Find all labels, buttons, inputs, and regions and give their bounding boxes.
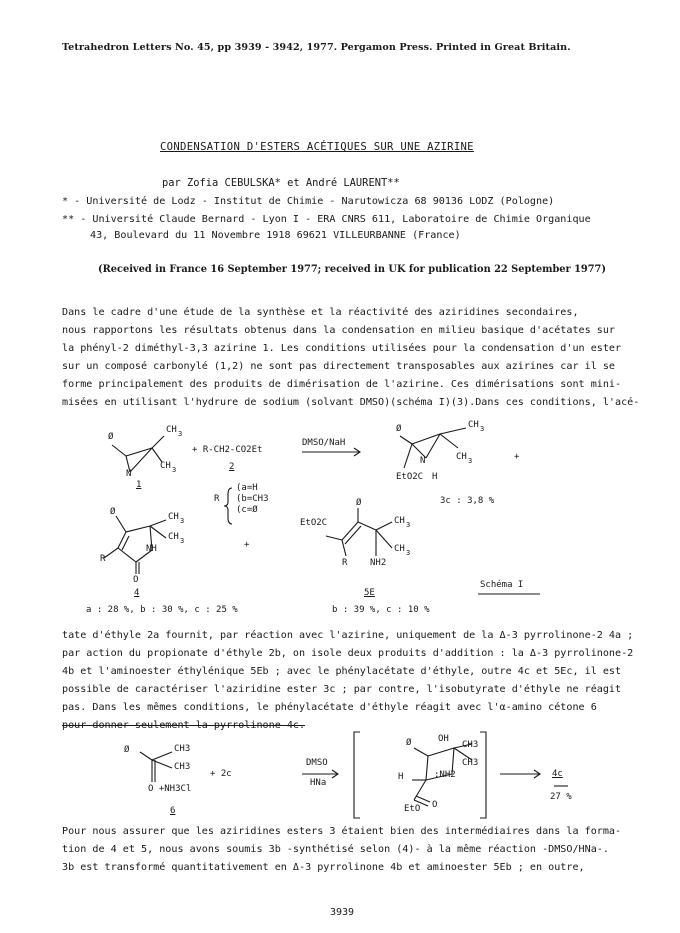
body-line: pas. Dans les mêmes conditions, le phénylacétate d'éthyle réagit avec l'α-amino cétone 6 — [62, 702, 597, 713]
plus-sign: + — [244, 540, 250, 550]
phenyl-label: Ø — [356, 498, 362, 508]
amine-label: :NH2 — [434, 770, 456, 780]
compound-4-label: 4 — [134, 588, 140, 598]
methyl-label: CH3 — [462, 758, 479, 768]
body-line: misées en utilisant l'hydrure de sodium (solvant DMSO)(schéma I)(3).Dans ces conditions, l'acé- — [62, 397, 640, 408]
brace-a: (a=H — [236, 483, 258, 493]
subscript: 3 — [406, 521, 411, 529]
body-line: nous rapportons les résultats obtenus dans la condensation en milieu basique d'acétates sur — [62, 325, 616, 336]
body-line: 3b est transformé quantitativement en Δ-3 pyrrolinone 4b et aminoester 5Eb ; en outre, — [62, 862, 585, 873]
subscript: 3 — [178, 430, 183, 438]
subscript: 3 — [172, 466, 177, 474]
methyl-label: CH3 — [462, 740, 479, 750]
subscript: 3 — [180, 537, 185, 545]
conditions-dmso: DMSO — [306, 758, 328, 768]
ester-group: EtO2C — [396, 472, 424, 482]
body-line: pour donner seulement la pyrrolinone 4c. — [62, 720, 306, 731]
body-line: tion de 4 et 5, nous avons soumis 3b -synthétisé selon (4)- à la même réaction -DMSO/HNa-. — [62, 844, 609, 855]
journal-header: Tetrahedron Letters No. 45, pp 3939 - 3942, 1977. Pergamon Press. Printed in Great Britain. — [62, 42, 571, 53]
phenyl-label: Ø — [124, 745, 130, 755]
phenyl-label: Ø — [108, 432, 114, 442]
compound-5-label: 5E — [364, 588, 375, 598]
methyl-label: CH — [168, 512, 179, 522]
brace-b: (b=CH3 — [236, 494, 269, 504]
oxygen-label: O — [133, 575, 139, 585]
amine-label: NH2 — [370, 558, 387, 568]
r-label: R — [100, 554, 106, 564]
ester-reagent: + R-CH2-CO2Et — [192, 445, 263, 455]
methyl-label: CH3 — [174, 762, 191, 772]
phenyl-label: Ø — [406, 738, 412, 748]
hydrogen-label: H — [432, 472, 438, 482]
compound-1-label: 1 — [136, 480, 142, 490]
body-line: tate d'éthyle 2a fournit, par réaction avec l'azirine, uniquement de la Δ-3 pyrrolinone-2 4a ; — [62, 630, 634, 641]
nh-label: NH — [146, 544, 157, 554]
yield-4c: 27 % — [550, 792, 572, 802]
methyl-label: CH3 — [174, 744, 191, 754]
compound-6-label: 6 — [170, 806, 176, 816]
methyl-label: CH — [394, 544, 405, 554]
body-line: possible de caractériser l'aziridine ester 3c ; par contre, l'isobutyrate d'éthyle ne réagit — [62, 684, 622, 695]
conditions-dmso-nah: DMSO/NaH — [302, 438, 346, 448]
scheme-label: Schéma I — [480, 580, 524, 590]
product-4c: 4c — [552, 769, 563, 779]
body-line: forme principalement des produits de dimérisation de l'azirine. Ces dimérisations sont mini- — [62, 379, 622, 390]
brace-r: R — [214, 494, 220, 504]
yields-compound-4: a : 28 %, b : 30 %, c : 25 % — [86, 605, 238, 615]
hydrogen-label: H — [398, 772, 404, 782]
body-line: sur un composé carbonylé (1,2) ne sont pas directement transposables aux azirines car il se — [62, 361, 616, 372]
brace-c: (c=Ø — [236, 505, 258, 515]
ethoxy-label: EtO — [404, 804, 421, 814]
methyl-label: CH — [468, 420, 479, 430]
methyl-label: CH — [168, 532, 179, 542]
affiliation-address: 43, Boulevard du 11 Novembre 1918 69621 VILLEURBANNE (France) — [90, 230, 461, 241]
authors: par Zofia CEBULSKA* et André LAURENT** — [162, 177, 400, 189]
methyl-label: CH — [394, 516, 405, 526]
body-line: 4b et l'aminoester éthylénique 5Eb ; avec le phénylacétate d'éthyle, outre 4c et 5Ec, il est — [62, 666, 622, 677]
body-line: par action du propionate d'éthyle 2b, on isole deux produits d'addition : la Δ-3 pyrrolinone-2 — [62, 648, 634, 659]
phenyl-label: Ø — [396, 424, 402, 434]
methyl-label: CH — [160, 461, 171, 471]
body-line: Dans le cadre d'une étude de la synthèse et la réactivité des aziridines secondaires, — [62, 307, 579, 318]
hydroxyl-label: OH — [438, 734, 449, 744]
subscript: 3 — [480, 425, 485, 433]
conditions-hna: HNa — [310, 778, 327, 788]
plus-sign: + — [514, 452, 520, 462]
subscript: 3 — [406, 549, 411, 557]
affiliation-lodz: * - Université de Lodz - Institut de Chimie - Narutowicza 68 90136 LODZ (Pologne) — [62, 196, 555, 207]
yields-compound-5: b : 39 %, c : 10 % — [332, 605, 430, 615]
page-number: 3939 — [330, 907, 355, 918]
r-label: R — [342, 558, 348, 568]
paper-title: CONDENSATION D'ESTERS ACÉTIQUES SUR UNE AZIRINE — [160, 141, 474, 153]
ester-group: EtO2C — [300, 518, 328, 528]
body-line: la phényl-2 diméthyl-3,3 azirine 1. Les conditions utilisées pour la condensation d'un ester — [62, 343, 622, 354]
body-line: Pour nous assurer que les aziridines esters 3 étaient bien des intermédiaires dans la forma- — [62, 826, 622, 837]
yield-3c: 3c : 3,8 % — [440, 496, 495, 506]
methyl-label: CH — [166, 425, 177, 435]
received-dates: (Received in France 16 September 1977; received in UK for publication 22 September 1977) — [98, 264, 606, 275]
phenyl-label: Ø — [110, 507, 116, 517]
oxygen-label: O — [432, 800, 438, 810]
nitrogen-label: N — [420, 456, 426, 466]
reagent-2c: + 2c — [210, 769, 232, 779]
subscript: 3 — [468, 457, 473, 465]
nitrogen-label: N — [126, 469, 132, 479]
compound-2-label: 2 — [229, 462, 235, 472]
ammonium-label: O +NH3Cl — [148, 784, 192, 794]
affiliation-lyon: ** - Université Claude Bernard - Lyon I - ERA CNRS 611, Laboratoire de Chimie Organique — [62, 214, 591, 225]
subscript: 3 — [180, 517, 185, 525]
methyl-label: CH — [456, 452, 467, 462]
